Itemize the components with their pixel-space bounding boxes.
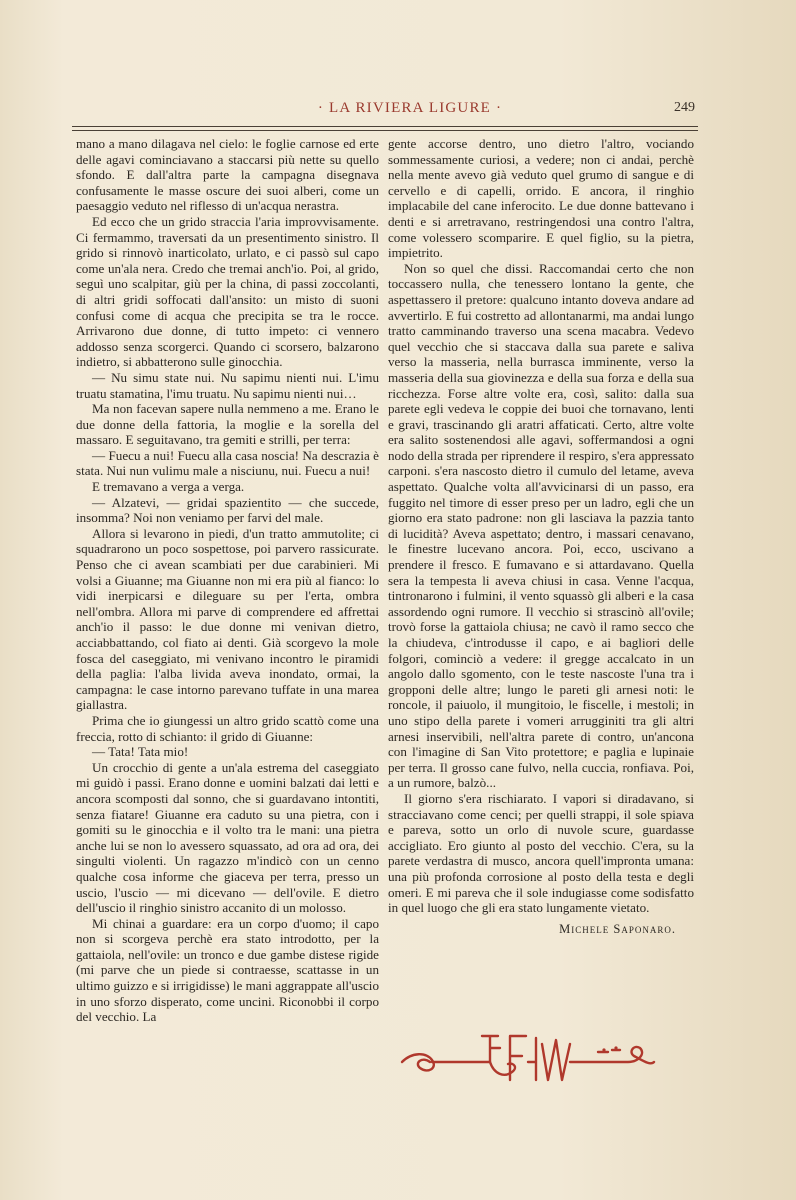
paragraph: — Tata! Tata mio! (92, 744, 189, 760)
decorative-tailpiece-icon (398, 1022, 658, 1088)
page-header (80, 100, 695, 124)
paragraph: Ed ecco che un grido straccia l'aria improvvisamente. Ci fermammo, traversati da un presentimento sinistro. Il grido si rinnovò inarticolato, urlato, e ci passò sul capo come un'ala nera. Credo che tremai anch'io. Poi, al grido, seguì uno scalpitar, giù per la china, di passi zoccolanti, di altri gridi soffocati dall'ansito: un misto di suoni confusi come di acqua che precipita se tra le rocce. Arrivarono due donne, di tutto impeto: ci vennero addosso senza scorgerci. Quando ci scorsero, balzarono indietro, si abbatterono sulle ginocchia. (76, 213, 379, 370)
paragraph: Allora si levarono in piedi, d'un tratto ammutolite; ci squadrarono un poco sospettose, poi parvero rassicurate. Penso che ci avean scambiati per due carabinieri. Mi volsi a Giuanne; ma Giuanne non mi era più al fianco: lo vidi inerpicarsi e dileguare su per l'erta, ombra nell'ombra. Allora mi parve di comprendere ed affrettai anch'io il passo: le due donne mi venivan dietro, acciabbattando, col fiato ai denti. Già scorgevo la mole fosca del caseggiato, mi venivano incontro le piramidi della paglia: l'alba livida aveva inondato, ormai, la campagna: le case intorno parevano tuffate in una marea giallastra. (76, 525, 379, 713)
paragraph: Ma non facevan sapere nulla nemmeno a me. Erano le due donne della fattoria, la moglie e la sorella del massaro. E seguitavano, tra gemiti e strilli, per terra: (76, 401, 379, 448)
paragraph: Un crocchio di gente a un'ala estrema del caseggiato mi guidò i passi. Erano donne e uomini balzati dai letti e ancora scomposti dal sonno, che si guardavano intontiti, senza fiatare! Giuanne era caduto su una pietra, con i gomiti su le ginocchia e il volto tra le mani: una pietra anche lui se non lo avessero squassato, ad ora ad ora, dei singulti violenti. Un ragazzo m'indicò con un cenno qualche cosa informe che giaceva per terra, presso un uscio, l'uscio — mi dicevano — dell'ovile. E dietro dell'uscio il ringhio sinistro accanito di un molosso. (76, 759, 379, 916)
paragraph: — Nu simu state nui. Nu sapimu nienti nui. L'imu truatu stamatina, l'imu truatu. Nu sapimu nienti nui… (76, 369, 379, 401)
running-title: · LA RIVIERA LIGURE · (317, 100, 503, 116)
paragraph: Mi chinai a guardare: era un corpo d'uomo; il capo non si scorgeva perchè era stato introdotto, per la gattaiola, nell'ovile: un tronco e due gambe distese rigide (mi parve che un piede si contraesse, scattasse in un ultimo guizzo e si irrigidisse) le mani aggrappate all'uscio in uno sforzo disperato, come uncini. Riconobbi il corpo del vecchio. La (76, 915, 379, 1025)
paragraph: Prima che io giungessi un altro grido scattò come una freccia, rotto di schianto: il grido di Giuanne: (76, 712, 379, 744)
author-signature: Michele Saponaro. (559, 921, 676, 936)
page-number: 249 (674, 100, 695, 115)
right-column (388, 136, 694, 937)
paragraph: — Alzatevi, — gridai spazientito — che succede, insomma? Noi non veniamo per farvi del male. (76, 494, 379, 526)
paragraph: Il giorno s'era rischiarato. I vapori si diradavano, si stracciavano come cenci; per quelli strappi, il sole spiava e pareva, sotto un orlo di nuvole scure, guardasse accigliato. Ero giunto al posto del vecchio. C'era, su la parete verdastra di musco, ancora quell'impronta umana: una più profonda corrosione al posto della testa e degli omeri. E mi pareva che il sole indugiasse come sodisfatto in quel luogo che gli era stato lungamente vietato. (388, 790, 694, 916)
paragraph: mano a mano dilagava nel cielo: le foglie carnose ed erte delle agavi cominciavano a staccarsi più nette su quello sfondo. E dall'altra parte la campagna disegnava confusamente le masse oscure dei suoi alberi, come un paesaggio veduto nel riflesso di un'acqua nerastra. (76, 136, 379, 214)
paragraph: Non so quel che dissi. Raccomandai certo che non toccassero nulla, che tenessero lontano la gente, che aspettassero il pretore: qualcuno intanto doveva andare ad avvertirlo. E fui costretto ad allontanarmi, ma andai lungo tratto camminando traverso una scena macabra. Vedevo quel vecchio che si staccava dalla sua parete e saliva verso la masseria, nella burrasca imminente, verso la masseria della sua giovinezza e della sua forza e della sua ricchezza. Forse altre volte era, così, salito: dalla sua parete egli vedeva le coppie dei buoi che tornavano, lenti e gravi, trascinando gli aratri affaticati. Certo, altre volte era salito sostenendosi alle agavi, soffermandosi a ogni nodo della strada per riprendere il respiro, s'era appressato carponi. s'era nascosto dietro il cumulo del letame, aveva aspettato. Qualche volta all'avvicinarsi di un passo, era fuggito nel timore di esser preso per un ladro, egli che un giorno era stato padrone: non gli lasciava la pazzia tanto di lucidità? Aveva aspettato; dentro, i massari cenavano, le finestre lucevano ancora. Poi, ecco, uscivano a prendere il fresco. E fumavano e si attardavano. Quella sera la tempesta li aveva chiusi in casa. Venne l'acqua, tintronarono i fulmini, il vento squassò gli alberi e la casa assordendo ogni rumore. Il vecchio si strascinò all'ovile; trovò forse la gattaiola chiusa; ne cavò il ramo secco che la chiudeva, c'introdusse il capo, e ai bagliori delle folgori, cominciò a vedere: il gregge accalcato in un angolo dallo sgomento, con le teste nascoste l'una tra i gropponi delle altre; lungo le pareti gli arnesi noti: le roncole, il paiuolo, il mungitoio, le fiscelle, i mestoli; in uno stipo della parete i vomeri arrugginiti tra gli altri arnesi inservibili, nell'altra parete di contro, un'ancona con l'imagine di San Vito protettore; e paglia e lupinaie per terra. Il grosso cane fulvo, nella cuccia, ronfiava. Poi, a un rumore, balzò... (388, 260, 694, 791)
header-rule (72, 126, 698, 131)
paragraph: E tremavano a verga a verga. (92, 479, 245, 495)
left-column (76, 136, 379, 1025)
paragraph: gente accorse dentro, uno dietro l'altro, vociando sommessamente curiosi, a vedere; non ci andai, perchè nella mente avevo già veduto quel grumo di sangue e di cervello e di capelli, orrido. E ancora, il ringhio implacabile del cane inferocito. Le due donne battevano i denti e si arretravano, restringendosi una contro l'altra, come volessero scomparire. E quel figlio, su la pietra, impietrito. (388, 136, 694, 261)
paragraph: — Fuecu a nui! Fuecu alla casa noscia! Na descrazia è stata. Nui nun vulimu male a nisciunu, nui. Fuecu a nui! (76, 447, 379, 479)
